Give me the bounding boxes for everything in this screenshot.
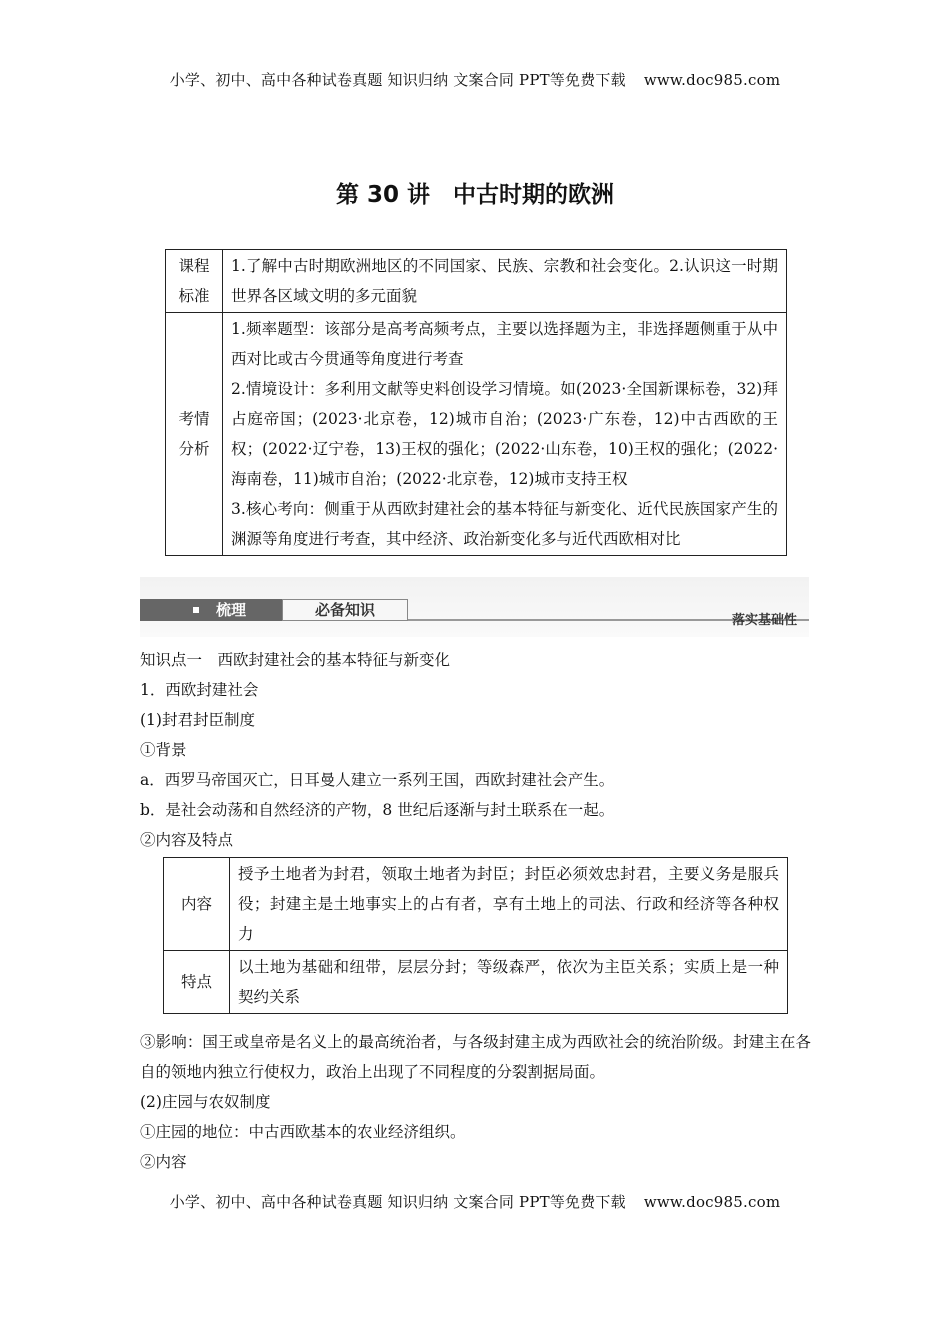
banner-dark-tab [140, 599, 282, 621]
table-row-label [166, 313, 223, 556]
impact-paragraph: ③影响：国王或皇帝是名义上的最高统治者，与各级封建主成为西欧社会的统治阶级。封建主在各自的领地内独立行使权力，政治上出现了不同程度的分裂割据局面。 [140, 1033, 811, 1081]
page-header [0, 69, 950, 90]
curriculum-standard-text: 1.了解中古时期欧洲地区的不同国家、民族、宗教和社会变化。2.认识这一时期世界各区域文明的多元面貌 [223, 250, 787, 313]
header-website: www.doc985.com [643, 71, 781, 89]
page-title: 第 30 讲 中古时期的欧洲 [335, 182, 615, 208]
exam-analysis-paragraph: 3.核心考向：侧重于从西欧封建社会的基本特征与新变化、近代民族国家产生的渊源等角度进行考查，其中经济、政治新变化多与近代西欧相对比 [231, 500, 778, 548]
table-row-label: 内容 [164, 858, 230, 951]
section-heading: 1．西欧封建社会 [140, 681, 259, 699]
background-point-b: b．是社会动荡和自然经济的产物，8 世纪后逐渐与封土联系在一起。 [140, 801, 615, 819]
table-row [164, 858, 788, 951]
footer-left-text: 小学、初中、高中各种试卷真题 知识归纳 文案合同 PPT等免费下载 [169, 1193, 626, 1211]
knowledge-point-heading: 知识点一 西欧封建社会的基本特征与新变化 [140, 651, 451, 669]
subsection-heading: (1)封君封臣制度 [140, 711, 255, 729]
table-row-label [166, 250, 223, 313]
label-line: 课程 [178, 257, 210, 275]
table-row-label: 特点 [164, 951, 230, 1014]
footer-website: www.doc985.com [643, 1193, 781, 1211]
page-footer [0, 1191, 950, 1212]
table-cell-text: 授予土地者为封君，领取土地者为封臣；封臣必须效忠封君，主要义务是服兵役；封建主是土地事实上的占有者，享有土地上的司法、行政和经济等各种权力 [230, 858, 788, 951]
banner-light-tab: 必备知识 [282, 599, 408, 621]
exam-analysis-paragraph: 2.情境设计：多利用文献等史料创设学习情境。如(2023·全国新课标卷，32)拜占庭帝国；(2023·北京卷，12)城市自治；(2023·广东卷，12)中古西欧的王权；(2022·辽宁卷，13)王权的强化；(2022·山东卷，10)王权的强化；(2022·海南卷，11)城市自治；(2022·北京卷，12)城市支持王权 [231, 380, 778, 488]
subsection-heading: (2)庄园与农奴制度 [140, 1093, 271, 1111]
overview-table [165, 249, 787, 556]
table-row [166, 313, 787, 556]
banner-dark-label: 梳理 [216, 601, 247, 619]
exam-analysis-cell [223, 313, 787, 556]
header-left-text: 小学、初中、高中各种试卷真题 知识归纳 文案合同 PPT等免费下载 [169, 71, 626, 89]
manor-status-text: ①庄园的地位：中古西欧基本的农业经济组织。 [140, 1123, 466, 1141]
exam-analysis-paragraph: 1.频率题型：该部分是高考高频考点，主要以选择题为主，非选择题侧重于从中西对比或古今贯通等角度进行考查 [231, 320, 778, 368]
section-banner [140, 577, 809, 637]
banner-right-label: 落实基础性 [731, 613, 797, 628]
item-heading: ②内容及特点 [140, 831, 234, 849]
table-row [166, 250, 787, 313]
background-point-a: a．西罗马帝国灭亡，日耳曼人建立一系列王国，西欧封建社会产生。 [140, 771, 615, 789]
item-heading: ②内容 [140, 1153, 187, 1171]
table-row [164, 951, 788, 1014]
label-line: 标准 [178, 287, 210, 305]
table-cell-text: 以土地为基础和纽带，层层分封；等级森严，依次为主臣关系；实质上是一种契约关系 [230, 951, 788, 1014]
label-line: 考情 [178, 410, 210, 428]
item-heading: ①背景 [140, 741, 187, 759]
label-line: 分析 [178, 440, 210, 458]
square-bullet-icon [193, 607, 199, 613]
content-feature-table [163, 857, 788, 1014]
